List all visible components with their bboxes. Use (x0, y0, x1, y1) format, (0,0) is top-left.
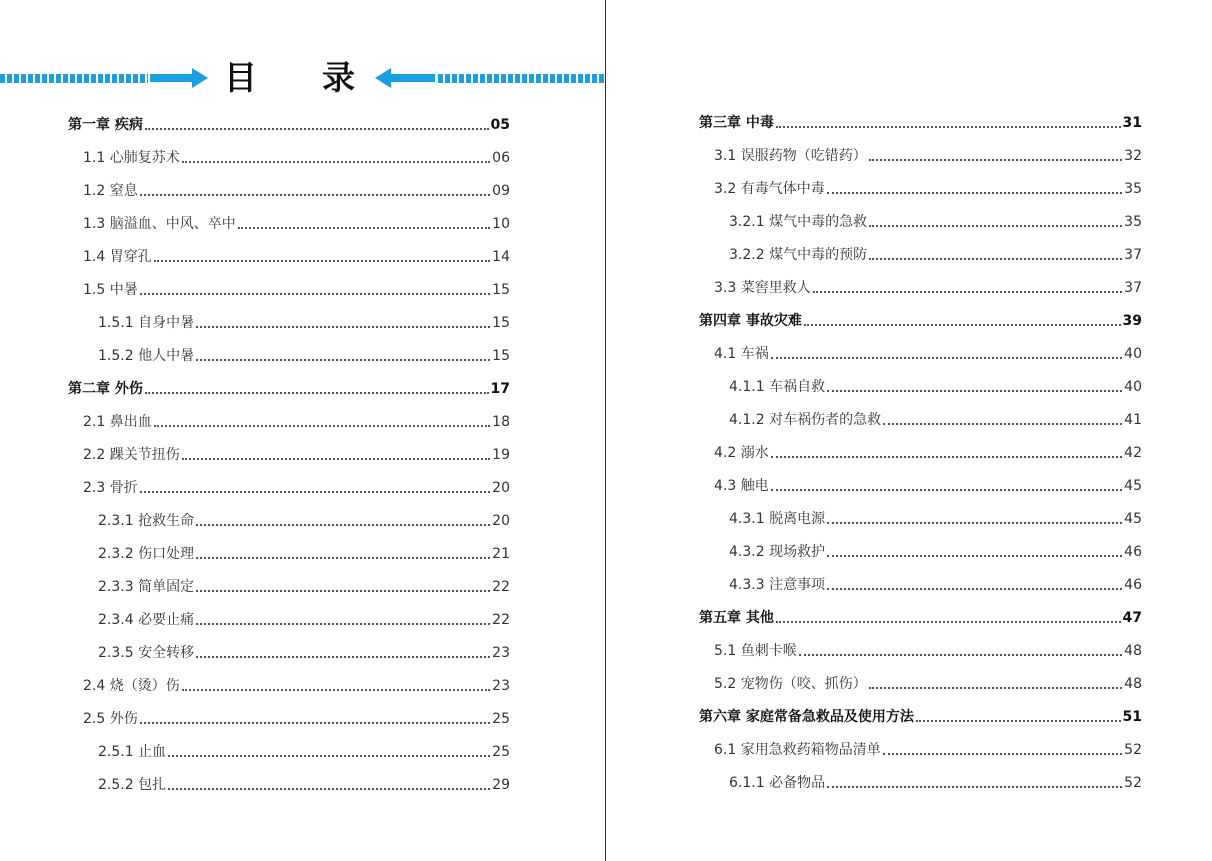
toc-entry-title: 1.5.1 自身中暑 (98, 315, 195, 331)
toc-entry-page: 05 (490, 117, 510, 133)
toc-entry[interactable] (714, 343, 1142, 363)
dot-leader (869, 258, 1122, 260)
toc-entry-title: 4.3.2 现场救护 (729, 544, 826, 560)
toc-entry-title: 5.1 鱼刺卡喉 (714, 643, 797, 659)
toc-entry[interactable] (714, 673, 1142, 693)
toc-entry-title: 2.5 外伤 (83, 711, 138, 727)
dot-leader (140, 491, 490, 493)
toc-entry-title: 3.2.1 煤气中毒的急救 (729, 214, 868, 230)
toc-entry-page: 09 (492, 183, 510, 199)
dot-leader (140, 293, 490, 295)
toc-entry-title: 第一章 疾病 (68, 117, 143, 133)
toc-entry[interactable] (729, 211, 1142, 231)
toc-entry-page: 37 (1124, 247, 1142, 263)
toc-entry[interactable] (98, 543, 510, 563)
toc-entry-page: 35 (1124, 181, 1142, 197)
toc-entry-page: 46 (1124, 577, 1142, 593)
toc-entry-title: 第五章 其他 (699, 610, 774, 626)
toc-entry-page: 20 (492, 480, 510, 496)
toc-entry-title: 4.1.2 对车祸伤者的急救 (729, 412, 882, 428)
toc-entry[interactable] (729, 772, 1142, 792)
dot-leader (154, 425, 490, 427)
dot-leader (145, 128, 489, 130)
toc-entry-title: 3.2 有毒气体中毒 (714, 181, 825, 197)
arrow-right-icon (150, 68, 208, 88)
dot-leader (804, 324, 1121, 326)
toc-entry-title: 1.1 心肺复苏术 (83, 150, 180, 166)
toc-entry[interactable] (83, 279, 510, 299)
dot-leader (196, 623, 490, 625)
dot-leader (827, 786, 1122, 788)
dot-leader (776, 621, 1121, 623)
toc-entry-page: 23 (492, 678, 510, 694)
toc-entry-page: 47 (1122, 610, 1142, 626)
toc-entry-page: 42 (1124, 445, 1142, 461)
toc-entry-page: 45 (1124, 511, 1142, 527)
dot-leader (182, 458, 490, 460)
toc-entry-page: 32 (1124, 148, 1142, 164)
toc-entry-title: 5.2 宠物伤（咬、抓伤） (714, 676, 867, 692)
toc-title-banner (0, 56, 605, 100)
toc-entry-page: 23 (492, 645, 510, 661)
toc-entry-page: 22 (492, 612, 510, 628)
toc-entry[interactable] (83, 213, 510, 233)
toc-entry[interactable] (714, 277, 1142, 297)
toc-chapter[interactable] (699, 112, 1142, 132)
toc-entry-page: 46 (1124, 544, 1142, 560)
toc-entry-page: 25 (492, 744, 510, 760)
toc-entry-page: 25 (492, 711, 510, 727)
toc-entry-title: 4.3.3 注意事项 (729, 577, 826, 593)
toc-entry-title: 第四章 事故灾难 (699, 313, 802, 329)
toc-entry[interactable] (83, 444, 510, 464)
toc-entry-title: 1.4 胃穿孔 (83, 249, 152, 265)
toc-entry-title: 1.3 脑溢血、中风、卒中 (83, 216, 236, 232)
toc-entry-page: 14 (492, 249, 510, 265)
toc-entry-title: 2.3 骨折 (83, 480, 138, 496)
toc-entry-page: 20 (492, 513, 510, 529)
toc-entry-page: 17 (490, 381, 510, 397)
toc-entry-page: 18 (492, 414, 510, 430)
dot-leader (827, 555, 1122, 557)
toc-entry[interactable] (714, 739, 1142, 759)
toc-entry[interactable] (729, 376, 1142, 396)
toc-entry[interactable] (98, 312, 510, 332)
toc-entry-page: 52 (1124, 775, 1142, 791)
toc-entry-title: 第二章 外伤 (68, 381, 143, 397)
toc-entry-title: 2.1 鼻出血 (83, 414, 152, 430)
dot-leader (827, 192, 1122, 194)
toc-entry[interactable] (83, 477, 510, 497)
toc-chapter[interactable] (699, 310, 1142, 330)
toc-entry[interactable] (729, 541, 1142, 561)
toc-entry-page: 39 (1122, 313, 1142, 329)
dash-bar-left (0, 74, 148, 83)
dot-leader (916, 720, 1121, 722)
toc-entry-title: 1.5 中暑 (83, 282, 138, 298)
toc-entry-title: 2.3.5 安全转移 (98, 645, 195, 661)
toc-entry-title: 4.3 触电 (714, 478, 769, 494)
dot-leader (869, 159, 1122, 161)
dot-leader (154, 260, 490, 262)
toc-entry-page: 45 (1124, 478, 1142, 494)
toc-entry[interactable] (729, 409, 1142, 429)
dot-leader (140, 194, 490, 196)
dot-leader (813, 291, 1122, 293)
toc-entry-title: 4.3.1 脱离电源 (729, 511, 826, 527)
toc-entry[interactable] (83, 147, 510, 167)
toc-entry-title: 6.1.1 必备物品 (729, 775, 826, 791)
toc-entry-page: 40 (1124, 346, 1142, 362)
toc-entry-page: 15 (492, 282, 510, 298)
toc-entry-page: 35 (1124, 214, 1142, 230)
arrow-left-icon (375, 68, 435, 88)
toc-entry[interactable] (98, 741, 510, 761)
toc-entry-title: 1.5.2 他人中暑 (98, 348, 195, 364)
toc-entry-title: 1.2 窒息 (83, 183, 138, 199)
dot-leader (827, 522, 1122, 524)
dot-leader (883, 423, 1122, 425)
toc-entry-title: 2.3.4 必要止痛 (98, 612, 195, 628)
dot-leader (771, 357, 1122, 359)
dot-leader (196, 656, 490, 658)
dot-leader (776, 126, 1121, 128)
dot-leader (196, 590, 490, 592)
toc-entry-title: 6.1 家用急救药箱物品清单 (714, 742, 881, 758)
toc-entry[interactable] (729, 244, 1142, 264)
toc-entry-page: 52 (1124, 742, 1142, 758)
toc-entry-title: 4.2 溺水 (714, 445, 769, 461)
dot-leader (883, 753, 1122, 755)
toc-entry[interactable] (714, 640, 1142, 660)
toc-entry-page: 22 (492, 579, 510, 595)
dot-leader (196, 524, 490, 526)
toc-entry[interactable] (729, 574, 1142, 594)
toc-entry-title: 2.5.2 包扎 (98, 777, 167, 793)
toc-entry-title: 2.4 烧（烫）伤 (83, 678, 180, 694)
toc-entry-page: 15 (492, 348, 510, 364)
dot-leader (168, 788, 490, 790)
dot-leader (771, 489, 1122, 491)
toc-entry-title: 3.3 菜窖里救人 (714, 280, 811, 296)
toc-entry-page: 51 (1122, 709, 1142, 725)
toc-entry-title: 第三章 中毒 (699, 115, 774, 131)
toc-chapter[interactable] (699, 607, 1142, 627)
left-page (0, 0, 605, 861)
toc-entry-page: 48 (1124, 643, 1142, 659)
toc-entry[interactable] (83, 708, 510, 728)
toc-entry-title: 3.1 误服药物（吃错药） (714, 148, 867, 164)
toc-entry[interactable] (98, 576, 510, 596)
toc-entry[interactable] (714, 178, 1142, 198)
dot-leader (827, 390, 1122, 392)
dot-leader (771, 456, 1122, 458)
toc-entry[interactable] (83, 411, 510, 431)
dot-leader (799, 654, 1122, 656)
toc-entry[interactable] (98, 345, 510, 365)
toc-entry-page: 40 (1124, 379, 1142, 395)
title-char-mu: 目 (224, 58, 257, 97)
toc-entry-page: 19 (492, 447, 510, 463)
dot-leader (182, 161, 490, 163)
toc-entry-page: 10 (492, 216, 510, 232)
toc-entry-title: 2.2 踝关节扭伤 (83, 447, 180, 463)
title-char-lu: 录 (322, 58, 355, 97)
toc-entry-page: 29 (492, 777, 510, 793)
toc-entry[interactable] (98, 642, 510, 662)
dot-leader (182, 689, 490, 691)
toc-entry[interactable] (98, 774, 510, 794)
toc-entry-page: 06 (492, 150, 510, 166)
toc-entry-title: 4.1 车祸 (714, 346, 769, 362)
dot-leader (145, 392, 489, 394)
dot-leader (869, 225, 1122, 227)
dot-leader (196, 326, 490, 328)
toc-entry[interactable] (98, 510, 510, 530)
toc-entry-title: 2.5.1 止血 (98, 744, 167, 760)
toc-entry-page: 21 (492, 546, 510, 562)
toc-entry[interactable] (98, 609, 510, 629)
dot-leader (827, 588, 1122, 590)
dot-leader (196, 359, 490, 361)
toc-entry[interactable] (83, 246, 510, 266)
toc-entry-page: 31 (1122, 115, 1142, 131)
dot-leader (168, 755, 490, 757)
dash-bar-right (438, 74, 605, 83)
toc-entry[interactable] (714, 145, 1142, 165)
toc-entry[interactable] (83, 675, 510, 695)
toc-entry-page: 37 (1124, 280, 1142, 296)
dot-leader (140, 722, 490, 724)
toc-entry[interactable] (83, 180, 510, 200)
toc-chapter[interactable] (68, 114, 510, 134)
toc-entry-title: 4.1.1 车祸自救 (729, 379, 826, 395)
toc-entry-title: 3.2.2 煤气中毒的预防 (729, 247, 868, 263)
dot-leader (869, 687, 1122, 689)
toc-entry-title: 2.3.3 简单固定 (98, 579, 195, 595)
toc-entry-page: 41 (1124, 412, 1142, 428)
toc-entry-title: 第六章 家庭常备急救品及使用方法 (699, 709, 914, 725)
toc-chapter[interactable] (699, 706, 1142, 726)
dot-leader (238, 227, 490, 229)
dot-leader (196, 557, 490, 559)
toc-entry-page: 15 (492, 315, 510, 331)
toc-chapter[interactable] (68, 378, 510, 398)
toc-entry-title: 2.3.1 抢救生命 (98, 513, 195, 529)
toc-entry[interactable] (729, 508, 1142, 528)
toc-entry[interactable] (714, 475, 1142, 495)
toc-entry-title: 2.3.2 伤口处理 (98, 546, 195, 562)
right-page (606, 0, 1212, 861)
toc-entry[interactable] (714, 442, 1142, 462)
toc-entry-page: 48 (1124, 676, 1142, 692)
